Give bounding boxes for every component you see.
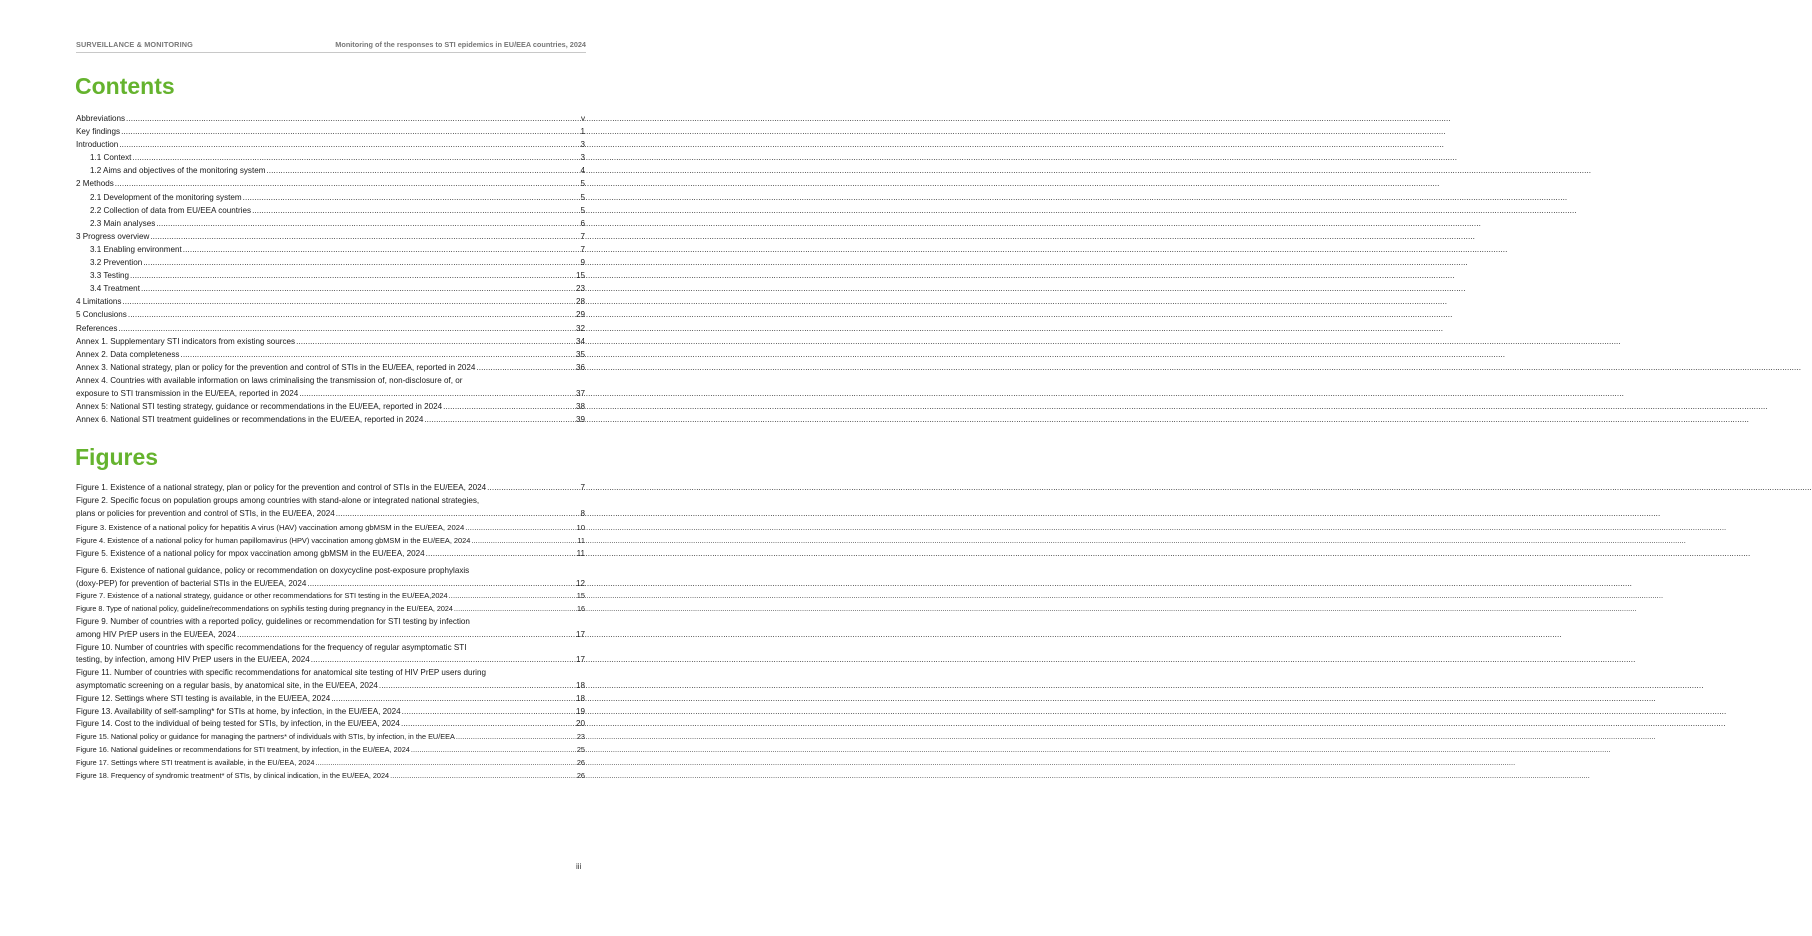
toc-entry[interactable]: 3.3 Testing ..... 15 (76, 269, 585, 282)
contents-list (76, 112, 585, 426)
toc-entry[interactable]: 2 Methods ..... 5 (76, 177, 585, 190)
toc-entry[interactable]: 3.1 Enabling environment ..... 7 (76, 243, 585, 256)
figures-list (76, 482, 585, 782)
figure-entry[interactable]: Figure 16. National guidelines or recommendations for STI treatment, by infection, in the EU/EEA, 2024 ..... 25 (76, 744, 585, 757)
toc-entry[interactable]: 3.4 Treatment ..... 23 (76, 282, 585, 295)
toc-entry[interactable]: 1.2 Aims and objectives of the monitoring system ..... 4 (76, 164, 585, 177)
figure-entry[interactable]: Figure 4. Existence of a national policy for human papillomavirus (HPV) vaccination among gbMSM in the EU/EEA, 2024 ..... 11 (76, 535, 585, 548)
figure-entry[interactable]: Figure 17. Settings where STI treatment is available, in the EU/EEA, 2024 ..... 26 (76, 757, 585, 770)
figure-entry[interactable]: Figure 2. Specific focus on population groups among countries with stand-alone or integrated national strategies, plans or policies for prevention and control of STIs, in the EU/EEA, 2024 ..... 8 (76, 495, 585, 521)
toc-entry[interactable]: Key findings ..... 1 (76, 125, 585, 138)
toc-entry[interactable]: 3.2 Prevention ..... 9 (76, 256, 585, 269)
figures-heading: Figures (75, 444, 159, 470)
toc-entry[interactable]: Annex 6. National STI treatment guidelines or recommendations in the EU/EEA, reported in 2024 ..... 39 (76, 413, 585, 426)
toc-entry[interactable]: Introduction ..... 3 (76, 138, 585, 151)
figure-entry[interactable]: Figure 14. Cost to the individual of being tested for STIs, by infection, in the EU/EEA, 2024 ..... 20 (76, 718, 585, 731)
figure-entry[interactable]: Figure 9. Number of countries with a reported policy, guidelines or recommendation for STI testing by infection among HIV PrEP users in the EU/EEA, 2024 ..... 17 (76, 616, 585, 642)
toc-entry[interactable]: 2.3 Main analyses ..... 6 (76, 217, 585, 230)
figure-entry[interactable]: Figure 7. Existence of a national strategy, guidance or other recommendations for STI testing in the EU/EEA,2024 ..... 15 (76, 590, 585, 603)
figure-entry[interactable]: Figure 10. Number of countries with specific recommendations for the frequency of regular asymptomatic STI testing, by infection, among HIV PrEP users in the EU/EEA, 2024 ..... 17 (76, 642, 585, 668)
toc-entry[interactable]: Abbreviations ..... v (76, 112, 585, 125)
figure-entry[interactable]: Figure 6. Existence of national guidance, policy or recommendation on doxycycline post-exposure prophylaxis (doxy-PEP) for prevention of bacterial STIs in the EU/EEA, 2024 ..... 12 (76, 565, 585, 591)
toc-entry[interactable]: 4 Limitations ..... 28 (76, 295, 585, 308)
figure-entry[interactable]: Figure 15. National policy or guidance for managing the partners* of individuals with STIs, by infection, in the EU/EEA ..... 23 (76, 731, 585, 744)
header-report-title: Monitoring of the responses to STI epidemics in EU/EEA countries, 2024 (335, 40, 586, 49)
toc-entry[interactable]: 5 Conclusions ..... 29 (76, 308, 585, 321)
toc-entry[interactable]: Annex 2. Data completeness ..... 35 (76, 348, 585, 361)
toc-entry[interactable]: 1.1 Context ..... 3 (76, 151, 585, 164)
toc-entry[interactable]: Annex 3. National strategy, plan or policy for the prevention and control of STIs in the EU/EEA, reported in 2024 ..... 36 (76, 361, 585, 374)
toc-entry[interactable]: 3 Progress overview ..... 7 (76, 230, 585, 243)
figure-entry[interactable]: Figure 8. Type of national policy, guideline/recommendations on syphilis testing during pregnancy in the EU/EEA, 2024 ..... 16 (76, 603, 585, 616)
running-header (76, 38, 586, 53)
contents-heading: Contents (75, 73, 175, 99)
toc-entry[interactable]: Annex 4. Countries with available information on laws criminalising the transmission of, non-disclosure of, or exposure to STI transmission in the EU/EEA, reported in 2024 ..... 37 (76, 374, 585, 400)
toc-entry[interactable]: 2.2 Collection of data from EU/EEA countries ..... 5 (76, 204, 585, 217)
toc-entry[interactable]: Annex 5: National STI testing strategy, guidance or recommendations in the EU/EEA, reported in 2024 ..... 38 (76, 400, 585, 413)
document-page (0, 0, 662, 936)
page-number: iii (576, 862, 582, 871)
toc-entry[interactable]: References ..... 32 (76, 322, 585, 335)
toc-entry[interactable]: Annex 1. Supplementary STI indicators from existing sources ..... 34 (76, 335, 585, 348)
figure-entry[interactable]: Figure 18. Frequency of syndromic treatment* of STIs, by clinical indication, in the EU/EEA, 2024 ..... 26 (76, 770, 585, 783)
figure-entry[interactable]: Figure 13. Availability of self-sampling* for STIs at home, by infection, in the EU/EEA, 2024 ..... 19 (76, 706, 585, 719)
figure-entry[interactable]: Figure 3. Existence of a national policy for hepatitis A virus (HAV) vaccination among gbMSM in the EU/EEA, 2024 ..... 10 (76, 522, 585, 535)
figure-entry[interactable]: Figure 11. Number of countries with specific recommendations for anatomical site testing of HIV PrEP users during asymptomatic screening on a regular basis, by anatomical site, in the EU/EEA, 2024 ..... 18 (76, 667, 585, 693)
figure-entry[interactable]: Figure 12. Settings where STI testing is available, in the EU/EEA, 2024 ..... 18 (76, 693, 585, 706)
toc-entry[interactable]: 2.1 Development of the monitoring system ..... 5 (76, 191, 585, 204)
figure-entry[interactable]: Figure 5. Existence of a national policy for mpox vaccination among gbMSM in the EU/EEA, 2024 ..... 11 (76, 548, 585, 561)
figure-entry[interactable]: Figure 1. Existence of a national strategy, plan or policy for the prevention and control of STIs in the EU/EEA, 2024 ..... 7 (76, 482, 585, 495)
header-section-label: SURVEILLANCE & MONITORING (76, 40, 193, 49)
